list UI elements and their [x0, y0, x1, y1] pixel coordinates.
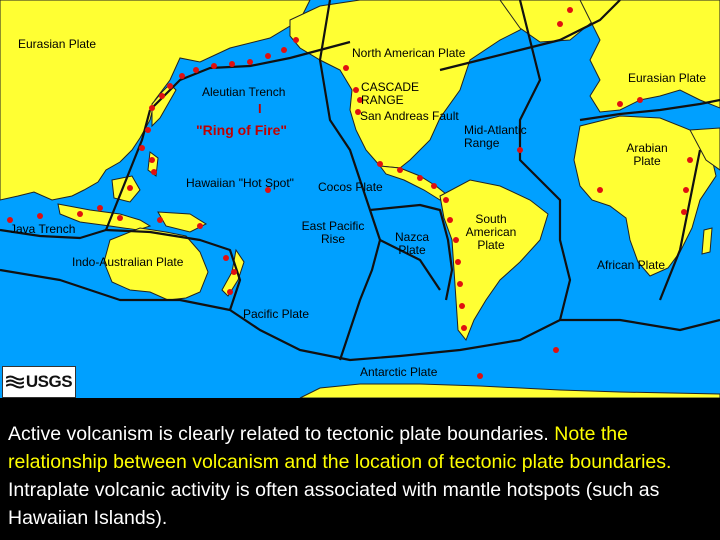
- volcano-dot: [151, 169, 157, 175]
- volcano-dot: [247, 59, 253, 65]
- volcano-dot: [477, 373, 483, 379]
- label-south-american-plate: South American Plate: [465, 212, 517, 252]
- volcano-dot: [417, 175, 423, 181]
- usgs-logo-text: USGS: [25, 372, 73, 391]
- volcano-dot: [457, 281, 463, 287]
- label-san-andreas-fault: San Andreas Fault: [360, 109, 459, 123]
- usgs-wave-icon: [6, 375, 24, 389]
- label-ring-marker: I: [258, 101, 262, 116]
- volcano-dot: [167, 83, 173, 89]
- volcano-dot: [455, 259, 461, 265]
- label-aleutian-trench: Aleutian Trench: [202, 85, 286, 99]
- landmass-europe: [580, 0, 720, 112]
- caption-line-white: Active volcanism is clearly related to tectonic plate boundaries.: [8, 423, 549, 445]
- volcano-dot: [77, 211, 83, 217]
- volcano-dot: [159, 93, 165, 99]
- label-nazca-plate: Nazca Plate: [394, 230, 429, 257]
- volcano-dot: [597, 187, 603, 193]
- label-east-pacific-rise: East Pacific Rise: [301, 219, 365, 246]
- label-ring-of-fire: "Ring of Fire": [196, 122, 288, 138]
- volcano-dot: [377, 161, 383, 167]
- label-mid-atlantic-range: Mid-Atlantic Range: [464, 123, 527, 150]
- volcano-dot: [117, 215, 123, 221]
- volcano-dot: [553, 347, 559, 353]
- volcano-dot: [223, 255, 229, 261]
- label-eurasian-plate-east: Eurasian Plate: [628, 71, 707, 85]
- volcano-dot: [459, 303, 465, 309]
- volcano-dot: [443, 197, 449, 203]
- volcano-dot: [687, 157, 693, 163]
- label-indo-australian-plate: Indo-Australian Plate: [72, 255, 184, 269]
- caption-panel: [0, 398, 720, 540]
- caption-line-yellow: Note the relationship between volcanism and the location of tectonic plate boundaries.: [8, 423, 672, 473]
- volcano-dot: [197, 223, 203, 229]
- volcano-dot: [683, 187, 689, 193]
- volcano-dot: [567, 7, 573, 13]
- volcano-dot: [681, 209, 687, 215]
- landmass-madagascar: [702, 228, 712, 254]
- volcano-dot: [353, 87, 359, 93]
- volcano-dot: [447, 217, 453, 223]
- volcano-dot: [97, 205, 103, 211]
- label-cascade: CASCADE: [361, 80, 420, 94]
- volcano-dot: [179, 73, 185, 79]
- volcano-dot: [149, 157, 155, 163]
- volcano-dot: [229, 61, 235, 67]
- volcano-dot: [281, 47, 287, 53]
- volcano-dot: [265, 53, 271, 59]
- volcano-dot: [231, 269, 237, 275]
- volcano-dot: [127, 185, 133, 191]
- caption-line-rest: Intraplate volcanic activity is often associated with mantle hotspots (such as Hawaiian Islands).: [8, 451, 683, 529]
- volcano-dot: [461, 325, 467, 331]
- volcano-dot: [227, 289, 233, 295]
- volcano-dot: [431, 183, 437, 189]
- volcano-dot: [193, 67, 199, 73]
- caption-text: [8, 420, 712, 532]
- volcano-dot: [211, 63, 217, 69]
- volcano-dot: [145, 127, 151, 133]
- volcano-dot: [637, 97, 643, 103]
- label-african-plate: African Plate: [597, 258, 666, 272]
- volcano-dot: [149, 105, 155, 111]
- volcano-dot: [343, 65, 349, 71]
- label-north-american-plate: North American Plate: [352, 46, 466, 60]
- label-pacific-plate: Pacific Plate: [243, 307, 310, 321]
- volcano-dot: [617, 101, 623, 107]
- label-antarctic-plate: Antarctic Plate: [360, 365, 438, 379]
- label-range: RANGE: [361, 93, 404, 107]
- label-arabian-plate: Arabian Plate: [626, 141, 668, 168]
- volcano-dot: [293, 37, 299, 43]
- label-java-trench: Java Trench: [10, 222, 76, 236]
- volcano-dot: [557, 21, 563, 27]
- label-hawaiian-hot-spot: Hawaiian "Hot Spot": [186, 176, 294, 190]
- label-eurasian-plate-west: Eurasian Plate: [18, 37, 97, 51]
- usgs-logo: [2, 366, 76, 398]
- volcano-dot: [157, 217, 163, 223]
- volcano-dot: [37, 213, 43, 219]
- label-cocos-plate: Cocos Plate: [318, 180, 383, 194]
- volcano-dot: [397, 167, 403, 173]
- volcano-dot: [139, 145, 145, 151]
